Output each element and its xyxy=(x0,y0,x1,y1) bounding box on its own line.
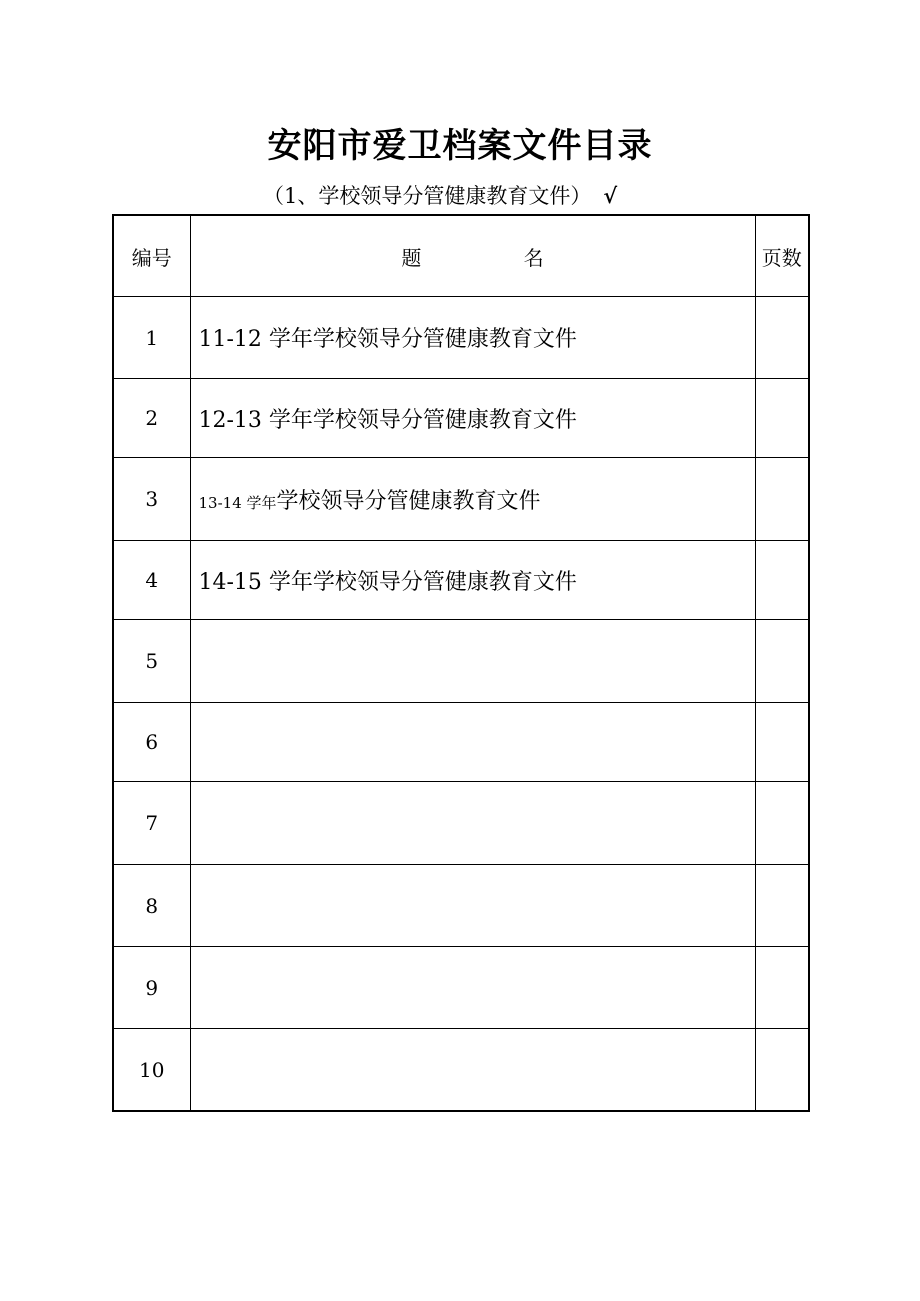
row-number: 7 xyxy=(113,782,190,865)
table-row xyxy=(113,297,809,379)
row-title: 12-13 学年学校领导分管健康教育文件 xyxy=(190,379,755,458)
header-number: 编号 xyxy=(113,215,190,297)
table-row xyxy=(113,458,809,541)
row-number: 6 xyxy=(113,703,190,782)
row-title xyxy=(190,1029,755,1112)
check-mark-icon: √ xyxy=(603,183,618,208)
table-row xyxy=(113,541,809,620)
table-row xyxy=(113,1029,809,1112)
row-pages xyxy=(755,620,809,703)
row-title xyxy=(190,947,755,1029)
table-header-row xyxy=(113,215,809,297)
table-row xyxy=(113,703,809,782)
row-title: 14-15 学年学校领导分管健康教育文件 xyxy=(190,541,755,620)
row-number: 9 xyxy=(113,947,190,1029)
row-title-rest: 学校领导分管健康教育文件 xyxy=(276,488,541,514)
row-title xyxy=(190,458,755,541)
row-number: 1 xyxy=(113,297,190,379)
table-row xyxy=(113,379,809,458)
row-pages xyxy=(755,297,809,379)
row-pages xyxy=(755,541,809,620)
row-pages xyxy=(755,947,809,1029)
row-pages xyxy=(755,782,809,865)
row-title xyxy=(190,703,755,782)
row-title-prefix: 13-14 学年 xyxy=(198,493,277,512)
subtitle-text: （1、学校领导分管健康教育文件） xyxy=(263,184,592,208)
row-number: 5 xyxy=(113,620,190,703)
row-title xyxy=(190,865,755,947)
row-title xyxy=(190,620,755,703)
row-pages xyxy=(755,379,809,458)
row-number: 4 xyxy=(113,541,190,620)
table-row xyxy=(113,782,809,865)
row-number: 2 xyxy=(113,379,190,458)
row-number: 10 xyxy=(113,1029,190,1112)
document-subtitle xyxy=(263,180,617,210)
row-number: 3 xyxy=(113,458,190,541)
row-title: 11-12 学年学校领导分管健康教育文件 xyxy=(190,297,755,379)
table-row xyxy=(113,620,809,703)
catalog-table xyxy=(112,214,810,1112)
header-title: 题 名 xyxy=(190,215,755,297)
table-row xyxy=(113,865,809,947)
row-number: 8 xyxy=(113,865,190,947)
row-title xyxy=(190,782,755,865)
row-pages xyxy=(755,865,809,947)
table-row xyxy=(113,947,809,1029)
row-pages xyxy=(755,458,809,541)
row-pages xyxy=(755,703,809,782)
row-pages xyxy=(755,1029,809,1112)
document-title: 安阳市爱卫档案文件目录 xyxy=(267,126,653,166)
header-pages: 页数 xyxy=(755,215,809,297)
